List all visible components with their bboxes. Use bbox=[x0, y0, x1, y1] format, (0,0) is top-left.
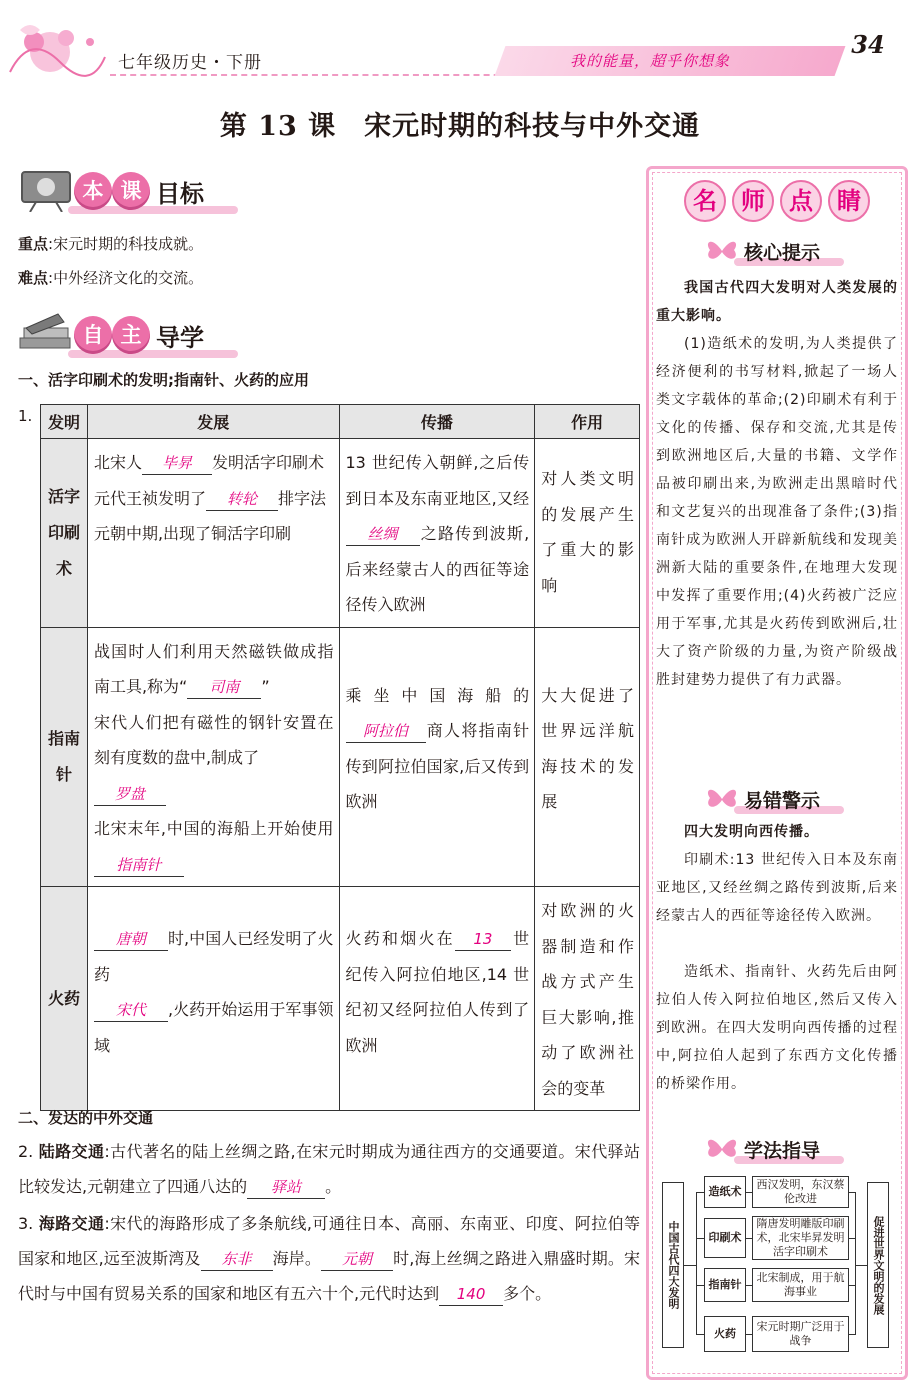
answer-blank: 元朝 bbox=[321, 1248, 393, 1271]
diagram-right-label: 促进世界文明的发展 bbox=[867, 1182, 889, 1348]
sidebar-title bbox=[680, 176, 876, 226]
key-point: 重点:宋元时期的科技成就。 bbox=[18, 235, 204, 253]
method-diagram bbox=[656, 1172, 896, 1362]
answer-blank: 13 bbox=[455, 928, 511, 951]
title-char: 师 bbox=[732, 180, 774, 222]
question-3: 3. 海路交通:宋代的海路形成了多条航线,可通往日本、高丽、东南亚、印度、阿拉伯等国家和地区,远至波斯湾及 东非 海岸。 元朝 时,海上丝绸之路进入鼎盛时期。宋代时与中国有贸易关系的国家和地区有五六十个,元代时达到 140 多个。 bbox=[18, 1206, 640, 1311]
butterfly-icon bbox=[704, 784, 740, 814]
core-tip-heading: 核心提示 bbox=[704, 236, 864, 266]
table-header: 发展 bbox=[87, 405, 339, 439]
question-2: 2. 陆路交通:古代著名的陆上丝绸之路,在宋元时期成为通往西方的交通要道。宋代驿站比较发达,元朝建立了四通八达的 驿站 。 bbox=[18, 1134, 640, 1204]
diagram-item-desc: 隋唐发明雕版印刷术，北宋毕昇发明活字印刷术 bbox=[752, 1216, 849, 1260]
diagram-item-name: 火药 bbox=[704, 1316, 746, 1352]
butterfly-icon bbox=[704, 236, 740, 266]
header-slogan: 我的能量，超乎你想象 bbox=[570, 52, 731, 70]
table-header: 传播 bbox=[339, 405, 535, 439]
lesson-title: 第 13 课 宋元时期的科技与中外交通 bbox=[219, 111, 701, 142]
answer-blank: 宋代 bbox=[94, 999, 168, 1022]
table-header-row bbox=[41, 405, 640, 439]
guide-banner bbox=[18, 312, 248, 356]
warning-text-2: 造纸术、指南针、火药先后由阿拉伯人传入阿拉伯地区,然后又传入到欧洲。在四大发明向西传播的过程中,阿拉伯人起到了东西方文化传播的桥梁作用。 bbox=[656, 964, 898, 1092]
row-header: 火药 bbox=[41, 887, 88, 1111]
spread-cell: 火药和烟火在 13 世纪传入阿拉伯地区,14 世纪初又经阿拉伯人传到了欧洲 bbox=[339, 887, 535, 1111]
diagram-left-label: 中国古代四大发明 bbox=[662, 1182, 684, 1348]
book-title: 七年级历史・下册 bbox=[118, 53, 262, 73]
title-char: 名 bbox=[684, 180, 726, 222]
answer-blank: 转轮 bbox=[206, 488, 278, 511]
row-header: 指南针 bbox=[41, 627, 88, 887]
table-row bbox=[41, 887, 640, 1111]
diagram-item-name: 指南针 bbox=[704, 1268, 746, 1302]
core-tip-lead: 我国古代四大发明对人类发展的重大影响。 bbox=[656, 280, 898, 324]
diagram-item-name: 印刷术 bbox=[704, 1218, 746, 1258]
inventions-table bbox=[40, 404, 640, 1111]
row-header: 活字印刷术 bbox=[41, 439, 88, 628]
header-flourish-icon bbox=[0, 12, 110, 82]
question-number: 1. bbox=[18, 407, 33, 425]
diagram-item-desc: 西汉发明，东汉蔡伦改进 bbox=[752, 1176, 849, 1208]
table-header: 作用 bbox=[535, 405, 640, 439]
goals-banner bbox=[18, 168, 248, 212]
development-cell: 北宋人 毕昇 发明活字印刷术 元代王祯发明了 转轮 排字法 元朝中期,出现了铜活字印刷 bbox=[87, 439, 339, 628]
diagram-item-desc: 宋元时期广泛用于战争 bbox=[752, 1316, 849, 1352]
blackboard-icon bbox=[18, 168, 76, 212]
section1-heading: 一、活字印刷术的发明;指南针、火药的应用 bbox=[18, 371, 310, 389]
answer-blank: 东非 bbox=[201, 1248, 273, 1271]
table-row bbox=[41, 627, 640, 887]
table-header: 发明 bbox=[41, 405, 88, 439]
banner-text: 目标 bbox=[156, 180, 204, 208]
diagram-item-name: 造纸术 bbox=[704, 1176, 746, 1208]
answer-blank: 唐朝 bbox=[94, 928, 168, 951]
butterfly-icon bbox=[704, 1134, 740, 1164]
books-icon bbox=[18, 312, 76, 356]
banner-bubble: 自 bbox=[74, 316, 112, 354]
answer-blank: 罗盘 bbox=[94, 783, 166, 806]
spread-cell: 乘坐中国海船的阿拉伯 商人将指南针传到阿拉伯国家,后又传到欧洲 bbox=[339, 627, 535, 887]
diagram-item-desc: 北宋制成，用于航海事业 bbox=[752, 1268, 849, 1302]
banner-bubble: 本 bbox=[74, 172, 112, 210]
difficult-point: 难点:中外经济文化的交流。 bbox=[18, 269, 204, 287]
development-cell: 唐朝 时,中国人已经发明了火药 宋代 ,火药开始运用于军事领域 bbox=[87, 887, 339, 1111]
banner-bubble: 主 bbox=[112, 316, 150, 354]
banner-bubble: 课 bbox=[112, 172, 150, 210]
title-char: 点 bbox=[780, 180, 822, 222]
answer-blank: 毕昇 bbox=[142, 452, 212, 475]
effect-cell: 大大促进了世界远洋航海技术的发展 bbox=[535, 627, 640, 887]
answer-blank: 指南针 bbox=[94, 854, 184, 877]
section2-heading: 二、发达的中外交通 bbox=[18, 1109, 154, 1127]
banner-text: 导学 bbox=[156, 324, 204, 352]
core-tip-text: (1)造纸术的发明,为人类提供了经济便利的书写材料,掀起了一场人类文字载体的革命;(2)印刷术有利于文化的传播、保存和交流,尤其是传到欧洲地区后,大量的书籍、文学作品被印刷出来,为欧洲走出黑暗时代和文艺复兴的出现准备了条件;(3)指南针成为欧洲人开辟新航线和发现美洲新大陆的重要条件,在地理大发现中发挥了重要作用;(4)火药被广泛应用于军事,尤其是火药传到欧洲后,壮大了资产阶级的力量,为资产阶级战胜封建势力提供了有力武器。 bbox=[656, 336, 898, 688]
answer-blank: 丝绸 bbox=[346, 523, 420, 546]
method-heading: 学法指导 bbox=[704, 1134, 864, 1164]
answer-blank: 司南 bbox=[187, 676, 261, 699]
page-number: 34 bbox=[851, 30, 885, 59]
header-divider bbox=[110, 74, 530, 76]
spread-cell: 13 世纪传入朝鲜,之后传到日本及东南亚地区,又经丝绸 之路传到波斯,后来经蒙古人的西征等途径传入欧洲 bbox=[339, 439, 535, 628]
effect-cell: 对人类文明的发展产生了重大的影响 bbox=[535, 439, 640, 628]
warning-lead: 四大发明向西传播。 bbox=[684, 824, 819, 840]
table-row bbox=[41, 439, 640, 628]
effect-cell: 对欧洲的火器制造和作战方式产生巨大影响,推动了欧洲社会的变革 bbox=[535, 887, 640, 1111]
warning-text-1: 印刷术:13 世纪传入日本及东南亚地区,又经丝绸之路传到波斯,后来经蒙古人的西征等途径传入欧洲。 bbox=[656, 852, 898, 924]
answer-blank: 140 bbox=[439, 1283, 503, 1306]
development-cell: 战国时人们利用天然磁铁做成指南工具,称为“ 司南 ” 宋代人们把有磁性的钢针安置在刻有度数的盘中,制成了 罗盘 北宋末年,中国的海船上开始使用指南针 bbox=[87, 627, 339, 887]
answer-blank: 阿拉伯 bbox=[346, 720, 426, 743]
title-char: 睛 bbox=[828, 180, 870, 222]
warning-heading: 易错警示 bbox=[704, 784, 864, 814]
answer-blank: 驿站 bbox=[247, 1176, 325, 1199]
